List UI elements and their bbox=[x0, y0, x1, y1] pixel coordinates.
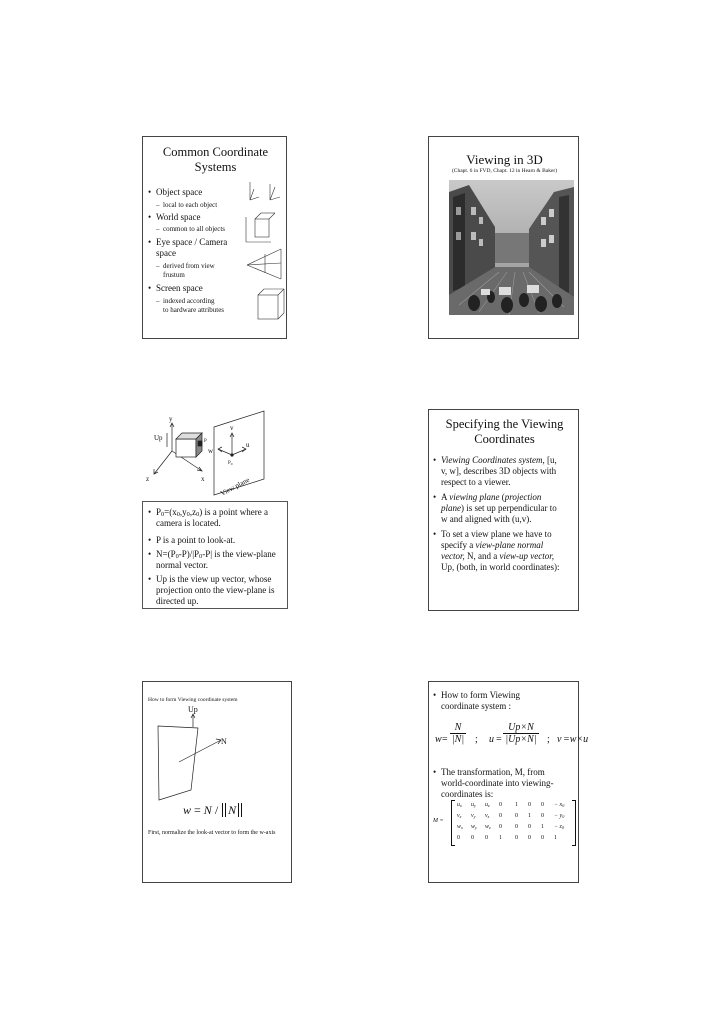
label-up: Up bbox=[154, 434, 163, 442]
matrix-right-cell: − $x_0$ bbox=[554, 802, 565, 808]
matrix-left-cell: $w_x$ bbox=[457, 824, 463, 830]
sub-line: to hardware attributes bbox=[163, 306, 225, 314]
slide-transformation-matrix bbox=[428, 681, 589, 883]
label-line: Eye space / Camera bbox=[156, 237, 228, 247]
matrix-left-cell: $u_x$ bbox=[457, 802, 462, 808]
label-p0: $P_0$ bbox=[228, 461, 233, 466]
matrix-right-cell: − $z_0$ bbox=[554, 824, 564, 830]
street-painting-image bbox=[429, 137, 580, 340]
formula-eq: = bbox=[191, 803, 204, 817]
matrix-left-cell: 0 bbox=[499, 802, 502, 808]
matrix-equation bbox=[433, 798, 579, 850]
title-line: Common Coordinate bbox=[162, 145, 269, 159]
slide-title bbox=[429, 417, 580, 447]
sub-line: derived from view bbox=[163, 262, 215, 270]
eq-sign: = bbox=[496, 734, 502, 745]
view-plane-diagram bbox=[142, 409, 292, 501]
formula-div: / bbox=[211, 803, 222, 817]
slide-caption: First, normalize the look-at vector to form the w-axis bbox=[148, 830, 276, 836]
slide-subtitle: (Chapt. 6 in FVD, Chapt. 12 in Hearn & Baker) bbox=[451, 168, 558, 174]
matrix-right-cell: 1 bbox=[515, 802, 518, 808]
bullet-screen-space: • Screen space bbox=[156, 283, 203, 294]
matrix-right-cell: 0 bbox=[515, 824, 518, 830]
formula-n: N bbox=[203, 803, 212, 817]
bullet-world-space: • World space bbox=[156, 212, 201, 223]
matrix-left-cell: 0 bbox=[499, 824, 502, 830]
bullet-p: • P is a point to look-at. bbox=[156, 535, 235, 546]
slide-heading: How to form Viewing coordinate system bbox=[148, 697, 238, 703]
axis-equations bbox=[435, 722, 589, 758]
matrix-left-cell: $v_y$ bbox=[471, 813, 476, 819]
matrix-right-cell: 0 bbox=[541, 802, 544, 808]
matrix-left-cell: $v_z$ bbox=[485, 813, 490, 819]
bullet-transformation: • The transformation, M, from world-coordinate into viewing- coordinates is: bbox=[441, 767, 577, 800]
bullet-viewing-coordinates-system: • Viewing Coordinates system, [u, v, w], describes 3D objects with respect to a viewer. bbox=[441, 455, 577, 488]
matrix-right-cell: 1 bbox=[541, 824, 544, 830]
matrix-right-cell: 0 bbox=[541, 835, 544, 841]
matrix-right-cell: 1 bbox=[528, 813, 531, 819]
normal-vector-diagram bbox=[143, 682, 293, 802]
matrix-right-cell: 0 bbox=[528, 835, 531, 841]
eq-v: v bbox=[557, 734, 562, 745]
matrix-right-cell: 0 bbox=[515, 813, 518, 819]
matrix-left-cell: 0 bbox=[485, 835, 488, 841]
matrix-right-cell: 1 bbox=[554, 835, 557, 841]
slide-common-coordinate-systems bbox=[142, 136, 287, 339]
eq-semicolon: ; bbox=[475, 734, 478, 745]
matrix-left-cell: 0 bbox=[499, 813, 502, 819]
axis-label-y: y bbox=[169, 415, 173, 423]
eq-fraction-w: N |N| bbox=[451, 722, 465, 745]
bullet-up: • Up is the view up vector, whose projection onto the view-plane is directed up. bbox=[156, 574, 288, 607]
formula-w: w bbox=[183, 803, 192, 817]
sub-world-space: – common to all objects bbox=[163, 225, 225, 234]
eq-fraction-u: Up×N |Up×N| bbox=[503, 722, 539, 745]
matrix-right-cell: 0 bbox=[528, 802, 531, 808]
bullet-p0: • $P_0=(x_0,y_0,z_0)$ is a point where a camera is located. bbox=[156, 507, 286, 529]
label-n: N bbox=[221, 737, 227, 746]
axis-label-u: u bbox=[246, 441, 250, 449]
bullet-viewing-plane: • A viewing plane (projection plane) is set up perpendicular to w and aligned with (u,v). bbox=[441, 492, 577, 525]
sub-object-space: – local to each object bbox=[163, 201, 217, 210]
matrix-left bbox=[451, 800, 512, 846]
matrix-label: M = bbox=[433, 818, 444, 824]
slide-title: Viewing in 3D bbox=[466, 152, 543, 167]
title-line: Systems bbox=[194, 160, 237, 174]
eq-v-expr: =w×u bbox=[563, 734, 589, 745]
matrix-left-cell: $w_z$ bbox=[485, 824, 491, 830]
label-line: space bbox=[156, 248, 176, 258]
normalize-formula bbox=[183, 803, 242, 818]
matrix-left-cell: 0 bbox=[457, 835, 460, 841]
label-view-plane: View plane bbox=[219, 475, 251, 498]
axis-label-z: z bbox=[146, 475, 150, 483]
eq-semicolon: ; bbox=[547, 734, 550, 745]
matrix-left-cell: $u_z$ bbox=[485, 802, 490, 808]
eq-sign: = bbox=[442, 734, 448, 745]
bullet-set-view-plane: • To set a view plane we have to specify a view-plane normal vector, N, and a view-up vector, Up, (both, in world coordinates): bbox=[441, 529, 577, 573]
slide-specifying-viewing-coordinates bbox=[428, 409, 579, 611]
matrix-right-cell: − $y_0$ bbox=[554, 813, 565, 819]
title-line: Coordinates bbox=[474, 432, 535, 446]
matrix-right-cell: 0 bbox=[528, 824, 531, 830]
label-p: P bbox=[204, 439, 207, 444]
matrix-right-cell: 0 bbox=[541, 813, 544, 819]
slide-viewing-in-3d bbox=[428, 136, 579, 339]
bullet-object-space: • Object space bbox=[156, 187, 202, 198]
matrix-left-cell: $u_y$ bbox=[471, 802, 476, 808]
axis-label-w: w bbox=[208, 447, 214, 455]
formula-n-norm: N bbox=[228, 803, 237, 817]
sub-line: frustum bbox=[163, 271, 185, 279]
axis-label-x: x bbox=[201, 475, 205, 483]
camera-notes-box bbox=[142, 501, 288, 609]
slide-form-viewing-system bbox=[142, 681, 292, 883]
sub-line: indexed according bbox=[163, 297, 215, 305]
label-up: Up bbox=[188, 705, 198, 714]
matrix-left-cell: $w_y$ bbox=[471, 824, 477, 830]
bullet-how-to-form: • How to form Viewing coordinate system : bbox=[441, 690, 520, 712]
matrix-left-cell: 1 bbox=[499, 835, 502, 841]
title-line: Specifying the Viewing bbox=[445, 417, 564, 431]
coordinate-systems-thumbnails bbox=[143, 137, 288, 340]
matrix-left-cell: $v_x$ bbox=[457, 813, 462, 819]
eq-u: u bbox=[489, 734, 494, 745]
matrix-right-cell: 0 bbox=[515, 835, 518, 841]
bullet-n: • $N=(P_0-P)/|P_0-P|$ is the view-plane normal vector. bbox=[156, 549, 286, 571]
axis-label-v: v bbox=[230, 424, 234, 432]
eq-w: w bbox=[435, 734, 442, 745]
matrix-left-cell: 0 bbox=[471, 835, 474, 841]
slide-camera-diagram bbox=[142, 409, 292, 611]
matrix-right bbox=[513, 800, 576, 846]
